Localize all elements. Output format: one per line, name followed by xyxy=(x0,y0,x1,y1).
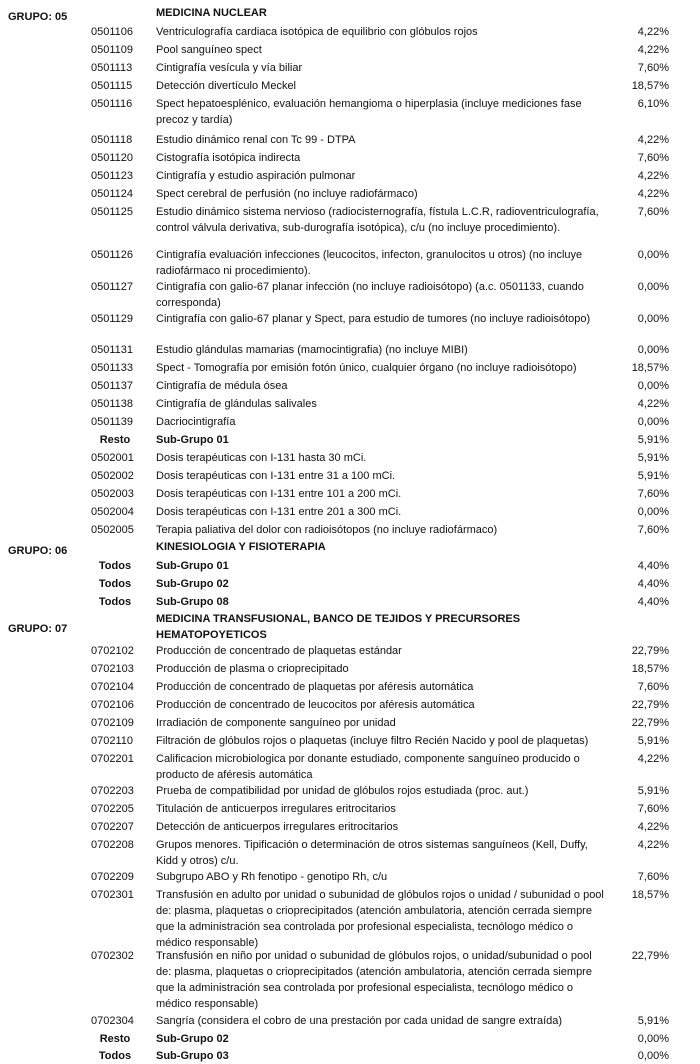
row-description: Terapia paliativa del dolor con radioisótopos (no incluye radiofármaco) xyxy=(156,524,498,536)
row-description: Estudio dinámico sistema nervioso (radiocisternografía, fístula L.C.R, radioventriculografía, control válvula derivativa, sub-durografía isotópica), c/u (no incluye procedimiento). xyxy=(156,206,599,234)
row-code: Todos xyxy=(98,1050,132,1062)
row-percentage: 5,91% xyxy=(637,452,669,464)
row-description: Titulación de anticuerpos irregulares eritrocitarios xyxy=(156,803,396,815)
row-code: 0501126 xyxy=(91,249,134,261)
row-percentage: 4,22% xyxy=(637,188,669,200)
row-percentage: 4,22% xyxy=(637,170,669,182)
group-label: GRUPO: 06 xyxy=(8,545,68,557)
row-description: Detección de anticuerpos irregulares eritrocitarios xyxy=(156,821,399,833)
row-code: 0702102 xyxy=(91,645,134,657)
row-percentage: 6,10% xyxy=(637,98,669,110)
row-percentage: 5,91% xyxy=(637,470,669,482)
row-code: 0501133 xyxy=(91,362,134,374)
row-percentage: 0,00% xyxy=(637,380,669,392)
row-description: Calificacion microbiologica por donante estudiado, componente sanguíneo producido o producto de aféresis automática xyxy=(156,753,580,781)
row-code: Resto xyxy=(99,434,131,446)
row-description: Dosis terapéuticas con I-131 hasta 30 mCi. xyxy=(156,452,367,464)
row-description: Spect cerebral de perfusión (no incluye radiofármaco) xyxy=(156,188,418,200)
row-description: Irradiación de componente sanguíneo por unidad xyxy=(156,717,396,729)
row-description: Detección divertículo Meckel xyxy=(156,80,297,92)
row-percentage: 7,60% xyxy=(637,152,669,164)
row-percentage: 0,00% xyxy=(637,249,669,261)
row-code: Todos xyxy=(98,578,132,590)
row-description: Ventriculografía cardiaca isotópica de equilibrio con glóbulos rojos xyxy=(156,26,478,38)
row-code: 0702104 xyxy=(91,681,134,693)
row-description: Producción de concentrado de leucocitos por aféresis automática xyxy=(156,699,475,711)
row-percentage: 7,60% xyxy=(637,871,669,883)
row-description: Grupos menores. Tipificación o determinación de otros sistemas sanguíneos (Kell, Duffy, Kidd y otros) c/u. xyxy=(156,839,588,867)
row-code: 0502004 xyxy=(91,506,134,518)
row-percentage: 18,57% xyxy=(631,362,669,374)
row-code: 0502001 xyxy=(91,452,134,464)
row-code: 0501127 xyxy=(91,281,134,293)
row-code: 0501120 xyxy=(91,152,134,164)
row-code: 0501116 xyxy=(91,98,133,110)
row-description: Producción de plasma o crioprecipitado xyxy=(156,663,349,675)
row-percentage: 4,22% xyxy=(637,134,669,146)
group-title: MEDICINA NUCLEAR xyxy=(156,7,267,19)
group-label: GRUPO: 05 xyxy=(8,11,68,23)
row-code: 0501124 xyxy=(91,188,134,200)
row-code: 0502005 xyxy=(91,524,134,536)
row-percentage: 4,22% xyxy=(637,753,669,765)
row-code: Resto xyxy=(99,1033,131,1045)
row-code: 0702109 xyxy=(91,717,134,729)
row-code: 0501106 xyxy=(91,26,134,38)
row-percentage: 7,60% xyxy=(637,803,669,815)
row-description: Cintigrafía de médula ósea xyxy=(156,380,288,392)
row-percentage: 18,57% xyxy=(631,80,669,92)
row-percentage: 0,00% xyxy=(637,344,669,356)
row-percentage: 0,00% xyxy=(637,1050,669,1062)
row-description: Spect hepatoesplénico, evaluación hemangioma o hiperplasia (incluye mediciones fase precoz y tardía) xyxy=(156,98,582,126)
row-description: Cintigrafía con galio-67 planar infección (no incluye radioisótopo) (a.c. 0501133, cuando corresponda) xyxy=(156,281,584,309)
row-code: 0501115 xyxy=(91,80,133,92)
row-code: 0702203 xyxy=(91,785,134,797)
row-percentage: 22,79% xyxy=(631,645,669,657)
row-description: Prueba de compatibilidad por unidad de glóbulos rojos estudiada (proc. aut.) xyxy=(156,785,529,797)
row-percentage: 4,40% xyxy=(637,560,669,572)
row-description: Cintigrafía evaluación infecciones (leucocitos, infecton, granulocitos u otros) (no incluye radiofármaco ni procedimiento). xyxy=(156,249,583,277)
row-percentage: 18,57% xyxy=(631,663,669,675)
row-percentage: 4,22% xyxy=(637,398,669,410)
row-description: Producción de concentrado de plaquetas por aféresis automática xyxy=(156,681,474,693)
row-percentage: 7,60% xyxy=(637,62,669,74)
row-description: Dosis terapéuticas con I-131 entre 101 a 200 mCi. xyxy=(156,488,402,500)
row-code: 0702106 xyxy=(91,699,134,711)
row-percentage: 22,79% xyxy=(631,717,669,729)
row-description: Dosis terapéuticas con I-131 entre 201 a 300 mCi. xyxy=(156,506,402,518)
row-description: Cintigrafía de glándulas salivales xyxy=(156,398,317,410)
row-description: Dacriocintigrafía xyxy=(156,416,236,428)
row-description: Cintigrafía y estudio aspiración pulmonar xyxy=(156,170,356,182)
row-code: 0502002 xyxy=(91,470,134,482)
row-description: Producción de concentrado de plaquetas estándar xyxy=(156,645,402,657)
row-percentage: 7,60% xyxy=(637,488,669,500)
row-percentage: 0,00% xyxy=(637,416,669,428)
row-code: 0702201 xyxy=(91,753,134,765)
row-description: Estudio dinámico renal con Tc 99 - DTPA xyxy=(156,134,356,146)
row-code: Todos xyxy=(98,596,132,608)
row-code: 0501129 xyxy=(91,313,134,325)
row-description: Pool sanguíneo spect xyxy=(156,44,262,56)
row-percentage: 5,91% xyxy=(637,1015,669,1027)
row-code: 0702103 xyxy=(91,663,134,675)
row-description: Cintigrafía con galio-67 planar y Spect, para estudio de tumores (no incluye radioisótopo) xyxy=(156,313,591,325)
row-percentage: 0,00% xyxy=(637,1033,669,1045)
row-code: 0501139 xyxy=(91,416,134,428)
row-description: Sub-Grupo 01 xyxy=(156,560,229,572)
row-code: 0702205 xyxy=(91,803,134,815)
row-code: 0702110 xyxy=(91,735,134,747)
row-description: Spect - Tomografía por emisión fotón único, cualquier órgano (no incluye radioisótopo) xyxy=(156,362,577,374)
row-percentage: 5,91% xyxy=(637,785,669,797)
row-percentage: 7,60% xyxy=(637,681,669,693)
row-percentage: 0,00% xyxy=(637,506,669,518)
group-label: GRUPO: 07 xyxy=(8,623,68,635)
row-description: Transfusión en niño por unidad o subunidad de glóbulos rojos, o unidad/subunidad o pool de: plasma, plaquetas o crioprecipitados (atención ambulatoria, atención cerrada siempre que la administración sea controlada por profesional especialista, tecnólogo médico o médico responsable) xyxy=(156,950,592,1010)
row-percentage: 4,22% xyxy=(637,839,669,851)
row-percentage: 7,60% xyxy=(637,524,669,536)
row-percentage: 4,40% xyxy=(637,578,669,590)
row-description: Sub-Grupo 03 xyxy=(156,1050,229,1062)
row-code: 0702304 xyxy=(91,1015,134,1027)
row-description: Sangría (considera el cobro de una prestación por cada unidad de sangre extraída) xyxy=(156,1015,563,1027)
row-code: 0501131 xyxy=(91,344,134,356)
row-code: 0501137 xyxy=(91,380,134,392)
row-percentage: 0,00% xyxy=(637,281,669,293)
row-code: 0501123 xyxy=(91,170,134,182)
row-percentage: 5,91% xyxy=(637,735,669,747)
row-percentage: 4,22% xyxy=(637,821,669,833)
row-percentage: 18,57% xyxy=(631,889,669,901)
row-code: 0501113 xyxy=(91,62,133,74)
row-percentage: 22,79% xyxy=(631,950,669,962)
group-title: MEDICINA TRANSFUSIONAL, BANCO DE TEJIDOS Y PRECURSORES HEMATOPOYETICOS xyxy=(156,613,521,641)
row-percentage: 4,22% xyxy=(637,26,669,38)
row-description: Cistografía isotópica indirecta xyxy=(156,152,301,164)
row-code: 0501125 xyxy=(91,206,134,218)
row-description: Estudio glándulas mamarias (mamocintigrafia) (no incluye MIBI) xyxy=(156,344,468,356)
row-code: 0502003 xyxy=(91,488,134,500)
row-description: Sub-Grupo 02 xyxy=(156,1033,229,1045)
row-description: Transfusión en adulto por unidad o subunidad de glóbulos rojos o unidad / subunidad o pool de: plasma, plaquetas o crioprecipitados (atención ambulatoria, atención cerrada siempre que la administración sea controlada por profesional especialista, tecnólogo médico o médico responsable) xyxy=(156,889,604,949)
row-description: Filtración de glóbulos rojos o plaquetas (incluye filtro Recién Nacido y pool de plaquetas) xyxy=(156,735,589,747)
row-code: 0501138 xyxy=(91,398,134,410)
row-code: 0501109 xyxy=(91,44,134,56)
row-description: Subgrupo ABO y Rh fenotipo - genotipo Rh, c/u xyxy=(156,871,388,883)
row-code: 0702209 xyxy=(91,871,134,883)
row-description: Cintigrafía vesícula y vía biliar xyxy=(156,62,303,74)
row-percentage: 4,22% xyxy=(637,44,669,56)
row-percentage: 7,60% xyxy=(637,206,669,218)
row-percentage: 0,00% xyxy=(637,313,669,325)
row-percentage: 22,79% xyxy=(631,699,669,711)
row-code: 0501118 xyxy=(91,134,133,146)
row-description: Sub-Grupo 08 xyxy=(156,596,229,608)
row-description: Dosis terapéuticas con I-131 entre 31 a 100 mCi. xyxy=(156,470,396,482)
group-title: KINESIOLOGIA Y FISIOTERAPIA xyxy=(156,541,326,553)
row-percentage: 4,40% xyxy=(637,596,669,608)
row-code: 0702208 xyxy=(91,839,134,851)
row-code: 0702207 xyxy=(91,821,134,833)
row-code: 0702301 xyxy=(91,889,134,901)
row-code: Todos xyxy=(98,560,132,572)
row-description: Sub-Grupo 01 xyxy=(156,434,229,446)
row-code: 0702302 xyxy=(91,950,134,962)
row-description: Sub-Grupo 02 xyxy=(156,578,229,590)
row-percentage: 5,91% xyxy=(637,434,669,446)
